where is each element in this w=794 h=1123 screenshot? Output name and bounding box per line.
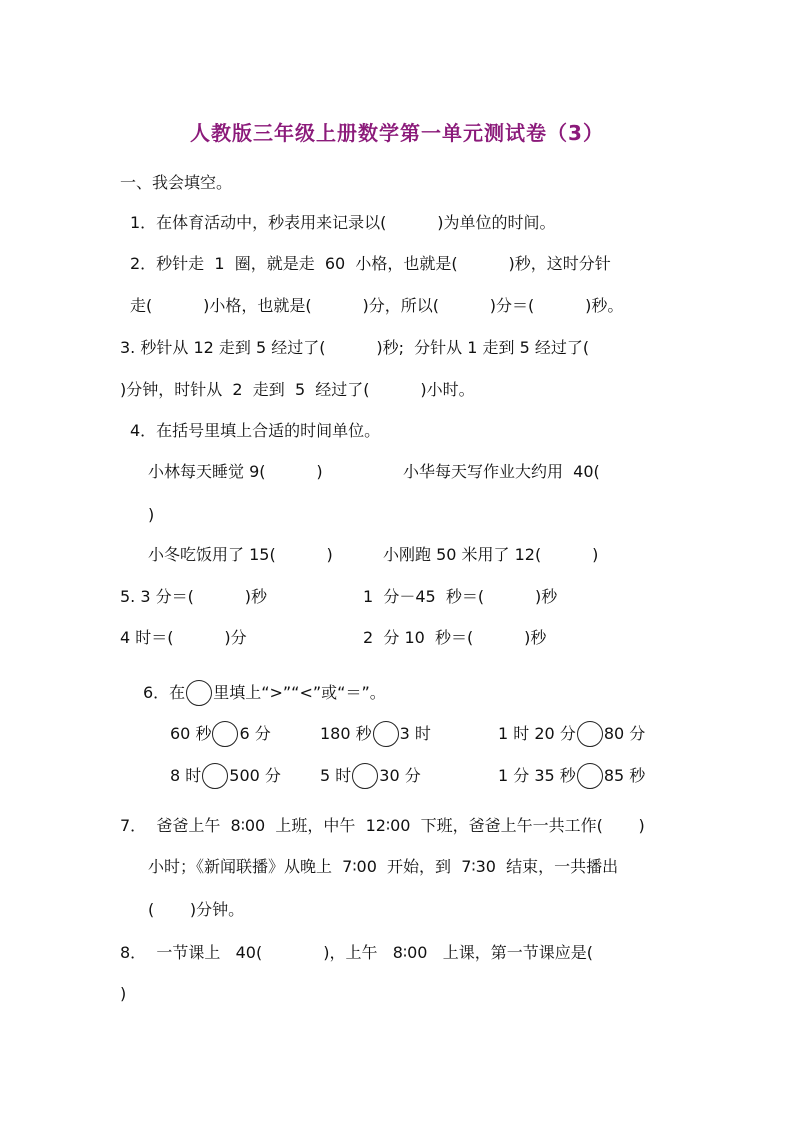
compare-right: 3 时 xyxy=(399,724,431,743)
question-4-item-2: 小华每天写作业大约用 40( xyxy=(403,462,600,481)
question-7-line-3: ( )分钟。 xyxy=(148,900,245,919)
compare-left: 1 时 20 分 xyxy=(498,724,576,743)
compare-right: 80 分 xyxy=(603,724,646,743)
compare-item xyxy=(170,721,271,747)
question-4-item-4: 小刚跑 50 米用了 12( ) xyxy=(383,545,599,564)
question-4-item-2-wrap: ) xyxy=(148,505,155,524)
question-8-line-1: 8． 一节课上 40( )，上午 8∶00 上课，第一节课应是( xyxy=(120,943,593,962)
compare-item xyxy=(170,763,281,789)
question-2-line-2: 走( )小格，也就是( )分，所以( )分＝( )秒。 xyxy=(130,296,624,315)
question-4: 4．在括号里填上合适的时间单位。 xyxy=(130,421,381,440)
compare-circle-icon[interactable] xyxy=(202,763,228,789)
question-7-line-2: 小时；《新闻联播》从晚上 7∶00 开始，到 7∶30 结束，一共播出 xyxy=(148,857,619,876)
section-heading: 一、我会填空。 xyxy=(120,173,233,192)
compare-circle-icon[interactable] xyxy=(352,763,378,789)
compare-right: 6 分 xyxy=(239,724,271,743)
question-5-item-3: 4 时＝( )分 xyxy=(120,628,247,647)
compare-item xyxy=(320,721,431,747)
question-5-item-1: 5. 3 分＝( )秒 xyxy=(120,587,267,606)
compare-circle-icon[interactable] xyxy=(373,721,399,747)
question-6-prefix: 6．在 xyxy=(143,683,186,702)
compare-right: 30 分 xyxy=(379,766,421,785)
compare-circle-icon[interactable] xyxy=(577,721,603,747)
page-title: 人教版三年级上册数学第一单元测试卷（3） xyxy=(190,121,604,145)
compare-circle-icon[interactable] xyxy=(212,721,238,747)
compare-item xyxy=(498,721,645,747)
question-6-suffix: 里填上“>”“<”或“＝”。 xyxy=(213,683,386,702)
compare-item xyxy=(320,763,421,789)
compare-item xyxy=(498,763,645,789)
compare-left: 60 秒 xyxy=(170,724,212,743)
question-4-item-1: 小林每天睡觉 9( ) xyxy=(148,462,323,481)
compare-circle-icon[interactable] xyxy=(577,763,603,789)
question-1: 1．在体育活动中，秒表用来记录以( )为单位的时间。 xyxy=(130,213,556,232)
compare-left: 5 时 xyxy=(320,766,352,785)
question-3-line-2: )分钟，时针从 2 走到 5 经过了( )小时。 xyxy=(120,380,475,399)
question-2-line-1: 2．秒针走 1 圈，就是走 60 小格，也就是( )秒，这时分针 xyxy=(130,254,611,273)
compare-left: 1 分 35 秒 xyxy=(498,766,576,785)
question-5-item-4: 2 分 10 秒＝( )秒 xyxy=(363,628,547,647)
question-8-line-2: ) xyxy=(120,984,127,1003)
compare-left: 180 秒 xyxy=(320,724,372,743)
compare-right: 500 分 xyxy=(229,766,281,785)
question-3-line-1: 3. 秒针从 12 走到 5 经过了( )秒; 分针从 1 走到 5 经过了( xyxy=(120,338,590,357)
question-7-line-1: 7． 爸爸上午 8∶00 上班，中午 12∶00 下班，爸爸上午一共工作( ) xyxy=(120,816,645,835)
compare-right: 85 秒 xyxy=(603,766,646,785)
question-6-prompt xyxy=(143,680,386,706)
question-4-item-3: 小冬吃饭用了 15( ) xyxy=(148,545,333,564)
question-5-item-2: 1 分－45 秒＝( )秒 xyxy=(363,587,558,606)
compare-left: 8 时 xyxy=(170,766,202,785)
answer-circle-icon xyxy=(186,680,212,706)
